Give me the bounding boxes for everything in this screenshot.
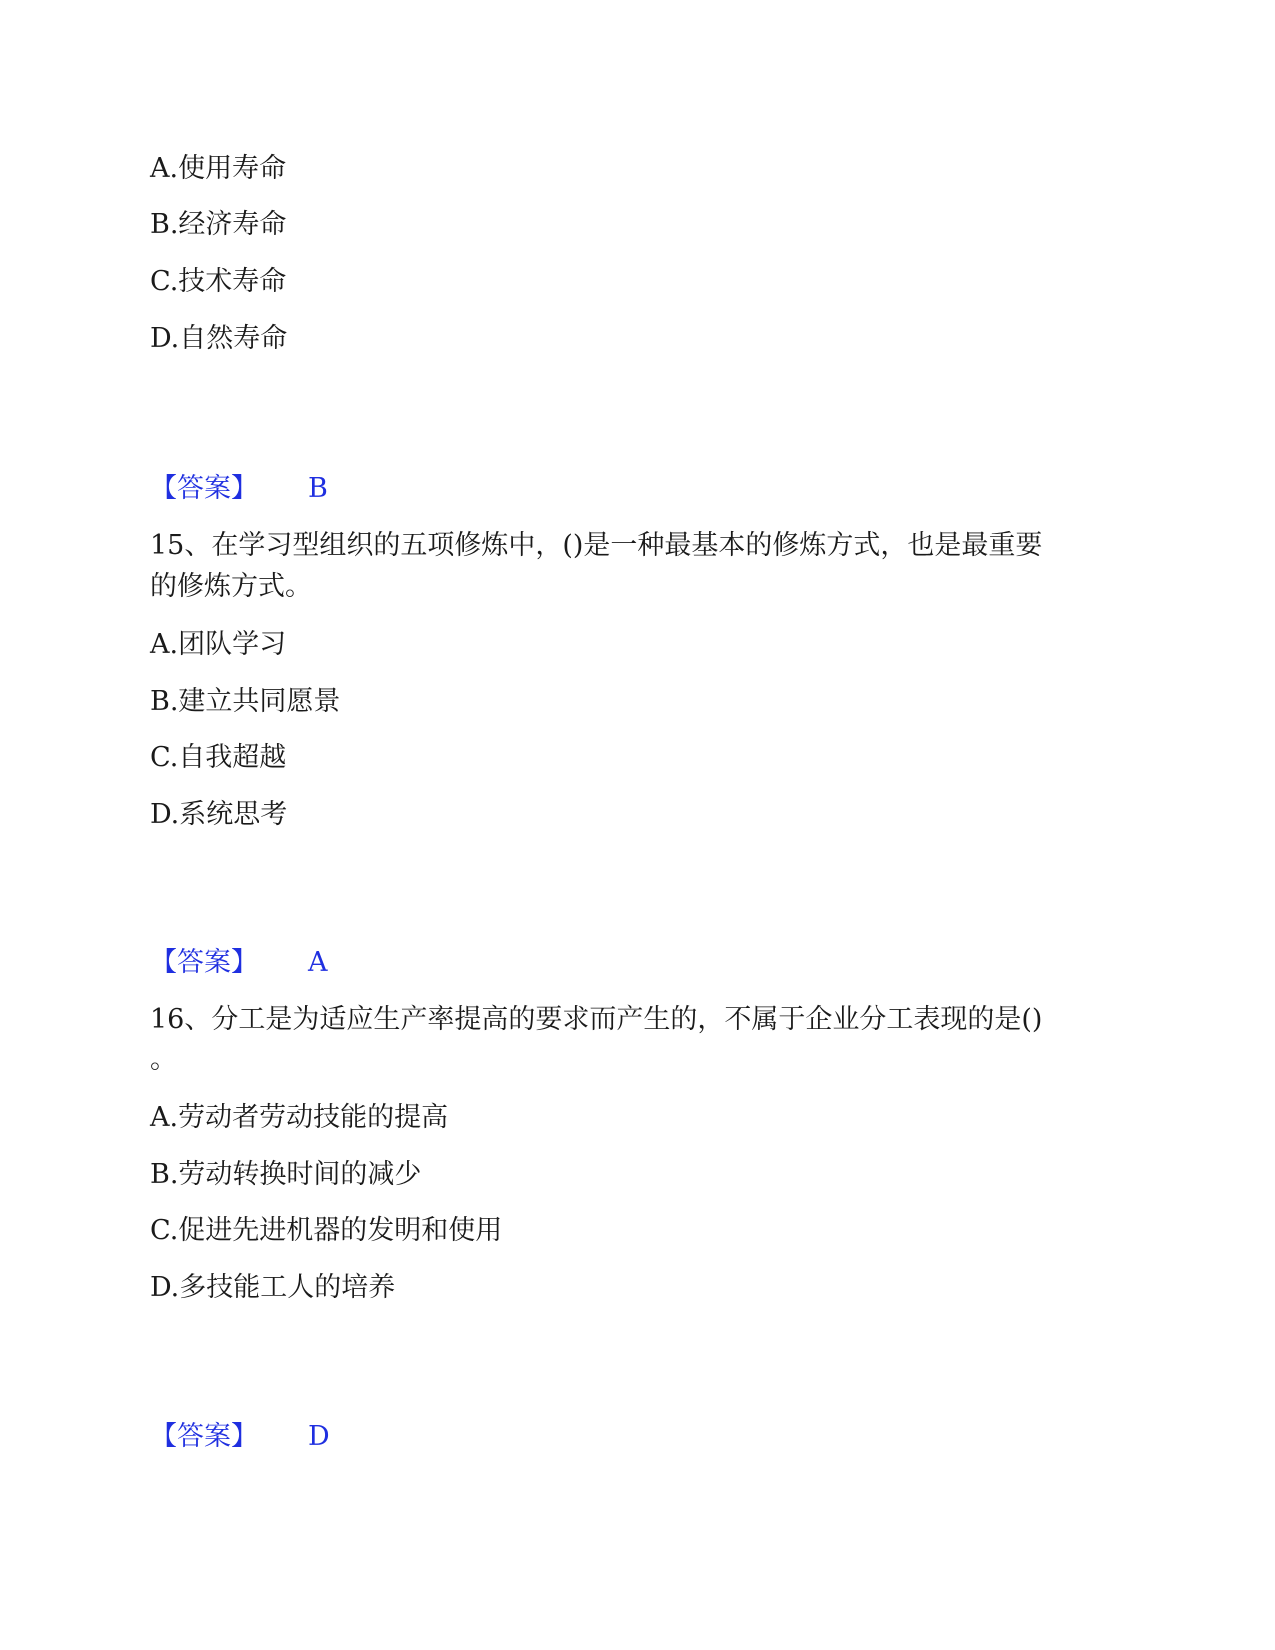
q16-option-c: C.促进先进机器的发明和使用: [150, 1215, 503, 1246]
q16-answer-label: 【答案】: [150, 1421, 258, 1452]
question-16-stem-line2: 。: [150, 1044, 177, 1075]
q15-option-d: D.系统思考: [150, 799, 288, 830]
q15-option-b: B.建立共同愿景: [150, 686, 341, 717]
q16-option-b: B.劳动转换时间的减少: [150, 1159, 422, 1190]
q16-answer-value: D: [308, 1421, 330, 1452]
q16-option-d: D.多技能工人的培养: [150, 1272, 396, 1303]
option-b: B.经济寿命: [150, 209, 287, 240]
answer-row: [150, 472, 328, 506]
q16-option-a: A.劳动者劳动技能的提高: [150, 1102, 449, 1133]
answer-value: B: [308, 473, 328, 504]
q15-answer-row: [150, 946, 328, 980]
option-c: C.技术寿命: [150, 266, 287, 297]
option-a: A.使用寿命: [150, 153, 287, 184]
q15-answer-value: A: [308, 947, 328, 978]
option-d: D.自然寿命: [150, 323, 288, 354]
q15-option-c: C.自我超越: [150, 742, 287, 773]
question-16-stem-line1: 16、分工是为适应生产率提高的要求而产生的，不属于企业分工表现的是(): [150, 1004, 1043, 1035]
q15-option-a: A.团队学习: [150, 629, 287, 660]
answer-label: 【答案】: [150, 473, 258, 504]
q16-answer-row: [150, 1420, 330, 1454]
question-15-stem-line2: 的修炼方式。: [150, 571, 312, 602]
q15-answer-label: 【答案】: [150, 947, 258, 978]
question-15-stem-line1: 15、在学习型组织的五项修炼中，()是一种最基本的修炼方式，也是最重要: [150, 530, 1043, 561]
